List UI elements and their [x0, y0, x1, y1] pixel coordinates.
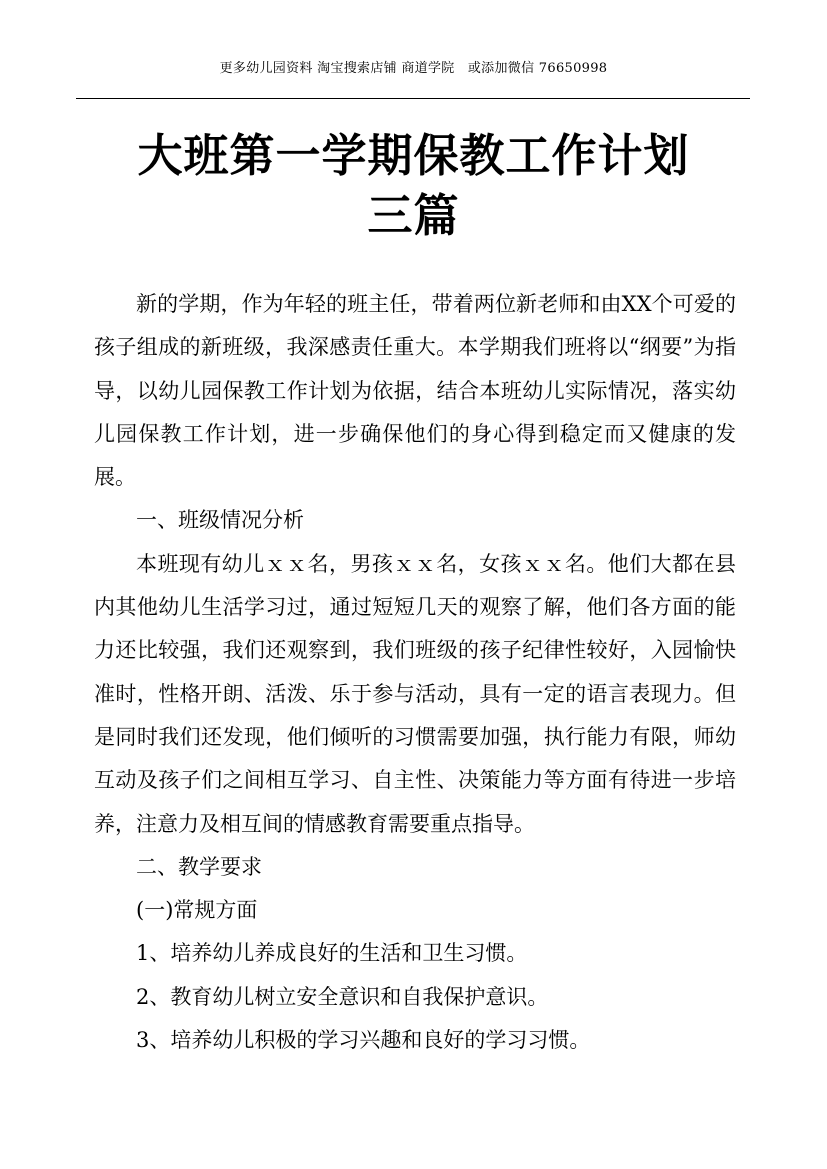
header-divider	[76, 98, 750, 99]
section-heading-teaching-requirements: 二、教学要求	[136, 854, 262, 879]
list-item: 2、教育幼儿树立安全意识和自我保护意识。	[136, 984, 549, 1009]
page-header: 更多幼儿园资料 淘宝搜索店铺 商道学院 或添加微信 76650998	[219, 61, 608, 76]
list-item: 3、培养幼儿积极的学习兴趣和良好的学习习惯。	[136, 1028, 591, 1053]
section-heading-class-analysis: 一、班级情况分析	[136, 508, 304, 533]
subsection-heading-routine: (一)常规方面	[136, 898, 258, 923]
list-item: 1、培养幼儿养成良好的生活和卫生习惯。	[136, 941, 528, 966]
intro-paragraph: 新的学期，作为年轻的班主任，带着两位新老师和由XX个可爱的孩子组成的新班级，我深感责任重大。本学期我们班将以“纲要”为指导，以幼儿园保教工作计划为依据，结合本班幼儿实际情况，落实幼儿园保教工作计划，进一步确保他们的身心得到稳定而又健康的发展。	[94, 292, 736, 490]
document-title	[96, 126, 731, 246]
document-body	[94, 283, 736, 1062]
class-analysis-paragraph: 本班现有幼儿ｘｘ名，男孩ｘｘ名，女孩ｘｘ名。他们大都在县内其他幼儿生活学习过，通过短短几天的观察了解，他们各方面的能力还比较强，我们还观察到，我们班级的孩子纪律性较好，入园愉快准时，性格开朗、活泼、乐于参与活动，具有一定的语言表现力。但是同时我们还发现，他们倾听的习惯需要加强，执行能力有限，师幼互动及孩子们之间相互学习、自主性、决策能力等方面有待进一步培养，注意力及相互间的情感教育需要重点指导。	[94, 551, 736, 836]
title-line-1: 大班第一学期保教工作计划	[137, 129, 690, 182]
title-line-2: 三篇	[367, 189, 460, 242]
